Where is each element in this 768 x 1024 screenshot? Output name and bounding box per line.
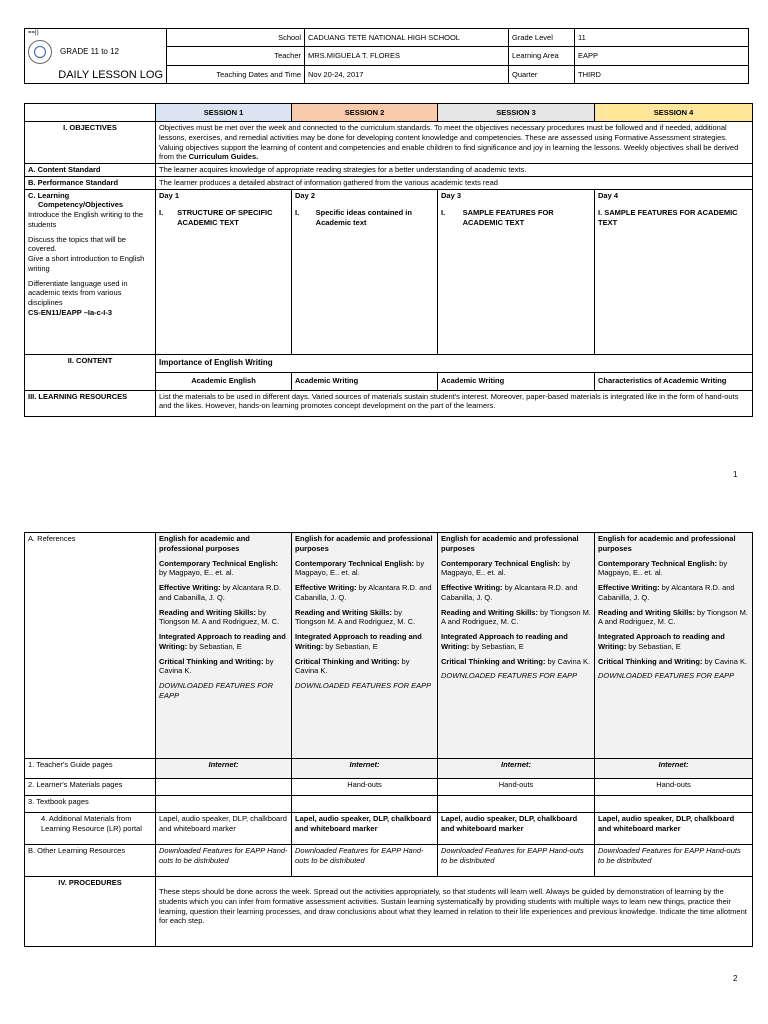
deped-mark: ==|) [28,30,39,36]
reference-author: by Alcantara R.D. and Cabanilla, J. Q. [441,583,578,602]
competency-item: Discuss the topics that will be covered. [28,234,126,254]
learning-area-value: EAPP [575,47,749,65]
teachers-guide-value: Internet: [292,759,438,779]
reference-entry [159,583,288,603]
content-subject: Academic English [156,372,292,390]
reference-title: Reading and Writing Skills: [159,607,256,617]
reference-entry [295,559,434,579]
textbook-label: 3. Textbook pages [25,796,156,813]
teachers-guide-value: Internet: [156,759,292,779]
additional-materials-label: 4. Additional Materials from Learning Resource (LR) portal [25,813,156,845]
reference-entry [598,632,749,652]
teachers-guide-value: Internet: [438,759,595,779]
day-label: Day 2 [295,190,316,200]
reference-entry [159,559,288,579]
dates-label: Teaching Dates and Time [167,65,305,83]
reference-title: Integrated Approach to reading and Writing: [159,632,286,651]
competency-item: Differentiate language used in academic texts from various disciplines [28,278,128,307]
school-label: School [167,29,305,47]
additional-materials-value: Lapel, audio speaker, DLP, chalkboard and whiteboard marker [438,813,595,845]
day-3-cell [438,189,595,354]
deped-seal-icon [28,40,52,64]
reference-author: by Tiongson M. A and Rodriguez, M. C. [295,607,416,627]
reference-author: by Cavina K. [545,656,591,666]
day-4-cell [595,189,753,354]
reference-title: Effective Writing: [598,583,660,592]
session-2-header: SESSION 2 [292,104,438,122]
reference-author: by Tiongson M. A and Rodriguez, M. C. [159,607,280,627]
reference-author: by Sebastian, E [187,641,242,651]
doc-title: DAILY LESSON LOG [58,68,163,81]
reference-entry [159,657,288,677]
reference-downloaded: DOWNLOADED FEATURES FOR EAPP [159,681,274,700]
header-title-cell [25,29,167,84]
teachers-guide-label: 1. Teacher's Guide pages [25,759,156,779]
content-label: II. CONTENT [25,354,156,390]
learners-materials-value: Hand-outs [438,779,595,796]
objectives-bold: Curriculum Guides. [188,152,259,162]
content-subject: Characteristics of Academic Writing [595,372,753,390]
reference-author: by Alcantara R.D. and Cabanilla, J. Q. [295,583,432,602]
reference-title: English for academic and professional purposes [441,534,579,553]
references-col-4 [595,533,753,759]
content-heading: Importance of English Writing [156,354,753,372]
reference-entry [441,534,591,554]
teacher-label: Teacher [167,47,305,65]
grade-level-value: 11 [575,29,749,47]
session-corner [25,104,156,122]
session-3-header: SESSION 3 [438,104,595,122]
references-col-2 [292,533,438,759]
reference-entry [295,583,434,603]
reference-downloaded: DOWNLOADED FEATURES FOR EAPP [295,681,432,690]
reference-entry [441,632,591,652]
reference-title: Reading and Writing Skills: [295,607,392,617]
content-subject: Academic Writing [438,372,595,390]
reference-author: by Cavina K. [295,656,410,676]
references-col-3 [438,533,595,759]
reference-title: Critical Thinking and Writing: [159,656,264,666]
additional-materials-value: Lapel, audio speaker, DLP, chalkboard and whiteboard marker [156,813,292,845]
dates-value: Nov 20-24, 2017 [305,65,509,83]
references-label: A. References [25,533,156,759]
reference-title: Contemporary Technical English: [598,558,718,568]
reference-title: Critical Thinking and Writing: [598,656,703,666]
reference-entry [295,632,434,652]
reference-title: Contemporary Technical English: [441,558,561,568]
school-value: CADUANG TETE NATIONAL HIGH SCHOOL [305,29,509,47]
day-label: Day 3 [441,190,462,200]
other-resources-value: Downloaded Features for EAPP Hand-outs to be distributed [438,845,595,877]
reference-entry [598,534,749,554]
reference-title: Effective Writing: [441,583,503,592]
performance-standard-label: B. Performance Standard [25,176,156,189]
learners-materials-value: Hand-outs [292,779,438,796]
reference-downloaded: DOWNLOADED FEATURES FOR EAPP [598,671,735,681]
reference-title: Integrated Approach to reading and Writing: [598,632,725,651]
content-standard-text: The learner acquires knowledge of appropriate reading strategies for a better understanding of academic texts. [156,164,753,177]
reference-entry [441,657,591,667]
objectives-body: Objectives must be met over the week and connected to the curriculum standards. To meet the objectives necessary procedures must be followed and if needed, additional lessons, exercises, and remedial activities may be done for developing content knowledge and competencies. These are assessed using Formative Assessment strategies. Valuing objectives support the learning of content and competencies and enable children to find significance and joy in learning the lessons. Weekly objectives shall be derived from the [159,123,739,162]
reference-entry [295,608,434,628]
reference-entry [598,583,749,603]
page-number-1: 1 [733,470,738,479]
reference-author: by Cavina K. [159,656,274,676]
day-topic: STRUCTURE OF SPECIFIC ACADEMIC TEXT [177,208,273,227]
reference-author: by Alcantara R.D. and Cabanilla, J. Q. [159,583,281,602]
day-topic-num: I. [295,208,300,218]
reference-author: by Alcantara R.D. and Cabanilla, J. Q. [598,583,735,602]
reference-title: English for academic and professional purposes [295,534,433,553]
learners-materials-value: Hand-outs [595,779,753,796]
content-subject: Academic Writing [292,372,438,390]
objectives-text [156,122,753,164]
learning-resources-label: III. LEARNING RESOURCES [25,390,156,416]
reference-title: Reading and Writing Skills: [598,607,695,617]
reference-entry [598,608,749,628]
competency-code: CS-EN11/EAPP –Ia-c-I-3 [28,307,113,317]
learning-sublabel: Competency/Objectives [38,200,124,210]
other-resources-value: Downloaded Features for EAPP Hand-outs to be distributed [292,845,438,877]
reference-author: by Sebastian, E [469,641,524,651]
reference-author: by Magpayo, E.. et. al. [441,558,571,578]
day-topic-num: I. [441,208,446,218]
session-4-header: SESSION 4 [595,104,753,122]
reference-author: by Magpayo, E.. et. al. [159,568,234,578]
learning-competency-cell [25,189,156,354]
learning-label: C. Learning [28,190,70,200]
reference-entry [441,608,591,628]
day-label: Day 4 [598,190,619,200]
references-col-1 [156,533,292,759]
reference-author: by Tiongson M. A and Rodriguez, M. C. [441,607,591,627]
reference-entry [441,583,591,603]
reference-entry [598,657,749,667]
reference-title: Contemporary Technical English: [295,558,415,568]
reference-author: by Cavina K. [702,656,748,666]
procedures-text: These steps should be done across the week. Spread out the activities appropriately, so that students will learn well. Always be guided by demonstration of learning by the students which you can infer from formative assessment activities. Sustain learning systematically by providing students with multiple ways to learn new things, practice their learning, question their learning processes, and draw conclusions about what they learned in relation to their life experiences and previous knowledge. Indicate the time allotment for each step. [156,877,753,947]
reference-entry [159,534,288,554]
reference-author: by Sebastian, E [626,641,681,651]
reference-entry [295,657,434,677]
reference-entry [159,632,288,652]
quarter-label: Quarter [509,65,575,83]
grade-level-label: Grade Level [509,29,575,47]
reference-title: Effective Writing: [295,583,357,592]
day-1-cell [156,189,292,354]
competency-item: Give a short introduction to English writing [28,254,145,273]
teacher-value: MRS.MIGUELA T. FLORES [305,47,509,65]
day-label: Day 1 [159,190,180,200]
additional-materials-value: Lapel, audio speaker, DLP, chalkboard and whiteboard marker [595,813,753,845]
day-topic-num: I. [159,208,164,218]
session-1-header: SESSION 1 [156,104,292,122]
reference-author: by Magpayo, E.. et. al. [598,558,728,578]
teachers-guide-value: Internet: [595,759,753,779]
page-number-2: 2 [733,974,738,983]
reference-entry [441,559,591,579]
lesson-table-page1 [24,103,753,417]
performance-standard-text: The learner produces a detailed abstract of information gathered from the various academic texts read [156,176,753,189]
procedures-label: IV. PROCEDURES [25,877,156,947]
reference-title: English for academic and professional purposes [159,534,250,553]
reference-entry [295,534,434,554]
objectives-label: I. OBJECTIVES [25,122,156,164]
learning-resources-text: List the materials to be used in different days. Varied sources of materials sustain student's interest. Moreover, paper-based materials is integrated like in the form of hand-outs and the likes. However, hands-on learning promotes concept development on the part of the learners. [156,390,753,416]
learners-materials-label: 2. Learner's Materials pages [25,779,156,796]
reference-title: Critical Thinking and Writing: [441,656,546,666]
reference-entry [598,559,749,579]
competency-item: Introduce the English writing to the students [28,210,144,229]
other-resources-label: B. Other Learning Resources [25,845,156,877]
reference-title: Reading and Writing Skills: [441,607,538,617]
day-2-cell [292,189,438,354]
reference-entry [159,608,288,628]
reference-title: English for academic and professional purposes [598,534,736,553]
day-topic: SAMPLE FEATURES FOR ACADEMIC TEXT [462,208,554,227]
reference-title: Integrated Approach to reading and Writing: [441,632,568,651]
reference-title: Critical Thinking and Writing: [295,656,400,666]
content-standard-label: A. Content Standard [25,164,156,177]
reference-title: Contemporary Technical English: [159,558,279,568]
learning-area-label: Learning Area [509,47,575,65]
grade-label: GRADE 11 to 12 [60,46,119,56]
additional-materials-value: Lapel, audio speaker, DLP, chalkboard and whiteboard marker [292,813,438,845]
reference-title: Integrated Approach to reading and Writing: [295,632,422,651]
quarter-value: THIRD [575,65,749,83]
day-topic: Specific ideas contained in Academic text [315,208,412,227]
reference-author: by Magpayo, E.. et. al. [295,558,425,578]
learners-materials-value [156,779,292,796]
other-resources-value: Downloaded Features for EAPP Hand-outs to be distributed [156,845,292,877]
other-resources-value: Downloaded Features for EAPP Hand-outs to be distributed [595,845,753,877]
reference-author: by Sebastian, E [323,641,378,651]
reference-downloaded: DOWNLOADED FEATURES FOR EAPP [441,671,578,681]
reference-author: by Tiongson M. A and Rodriguez, M. C. [598,607,748,627]
lesson-table-page2 [24,532,753,947]
reference-title: Effective Writing: [159,583,221,592]
day-topic: I. SAMPLE FEATURES FOR ACADEMIC TEXT [598,208,738,227]
header-table [24,28,749,84]
